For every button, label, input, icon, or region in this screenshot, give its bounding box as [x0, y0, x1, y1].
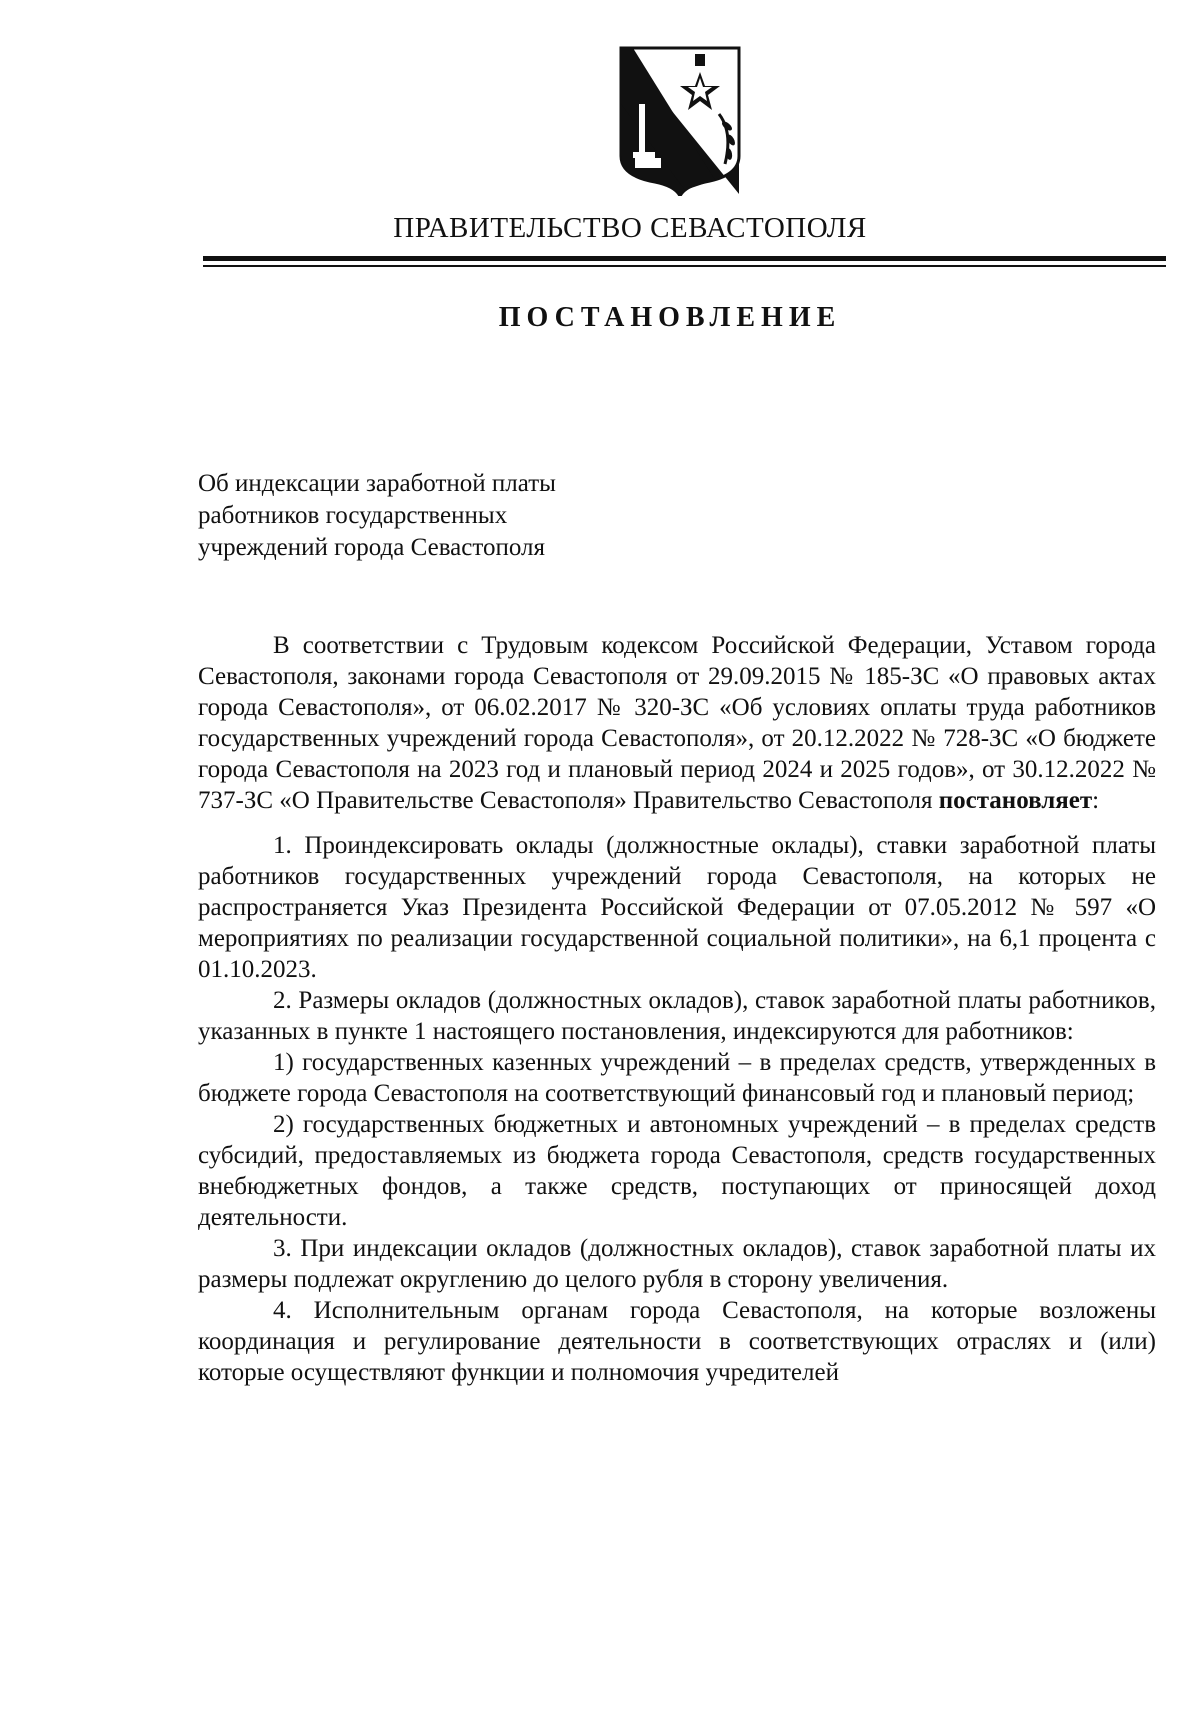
- document-body: [198, 630, 1156, 1388]
- item-4: 4. Исполнительным органам города Севастополя, на которые возложены координация и регулирование деятельности в соответствующих отраслях и (или) которые осуществляют функции и полномочия учредителей: [198, 1297, 1156, 1386]
- coat-of-arms-icon: [615, 44, 745, 196]
- subject-line: работников государственных: [198, 502, 508, 529]
- preamble-paragraph: [198, 630, 1156, 816]
- subject-line: учреждений города Севастополя: [198, 534, 545, 561]
- item-3: 3. При индексации окладов (должностных окладов), ставок заработной платы их размеры подлежат округлению до целого рубля в сторону увеличения.: [198, 1235, 1156, 1293]
- document-subject: [198, 468, 556, 564]
- item-2: 2. Размеры окладов (должностных окладов), ставок заработной платы работников, указанных в пункте 1 настоящего постановления, индексируются для работников:: [198, 987, 1156, 1045]
- item-2-subitem-2: 2) государственных бюджетных и автономных учреждений – в пределах средств субсидий, предоставляемых из бюджета города Севастополя, средств государственных внебюджетных фондов, а также средств, поступающих от приносящей доход деятельности.: [198, 1111, 1156, 1231]
- preamble-text: В соответствии с Трудовым кодексом Российской Федерации, Уставом города Севастополя, законами города Севастополя от 29.09.2015 № 185-ЗС «О правовых актах города Севастополя», от 06.02.2017 № 320-ЗС «Об условиях оплаты труда работников государственных учреждений города Севастополя», от 20.12.2022 № 728-ЗС «О бюджете города Севастополя на 2023 год и плановый период 2024 и 2025 годов», от 30.12.2022 № 737-ЗС «О Правительстве Севастополя» Правительство Севастополя: [198, 632, 1156, 814]
- subject-line: Об индексации заработной платы: [198, 470, 556, 497]
- header-divider-thick: [203, 256, 1166, 261]
- document-type-title: ПОСТАНОВЛЕНИЕ: [498, 302, 842, 333]
- item-1: 1. Проиндексировать оклады (должностные оклады), ставки заработной платы работников государственных учреждений города Севастополя, на которых не распространяется Указ Президента Российской Федерации от 07.05.2012 № 597 «О мероприятиях по реализации государственной социальной политики», на 6,1 процента с 01.10.2023.: [198, 832, 1156, 983]
- decree-word: постановляет: [938, 787, 1093, 814]
- item-2-subitem-1: 1) государственных казенных учреждений – в пределах средств, утвержденных в бюджете города Севастополя на соответствующий финансовый год и плановый период;: [198, 1049, 1156, 1107]
- organization-title: ПРАВИТЕЛЬСТВО СЕВАСТОПОЛЯ: [393, 212, 867, 244]
- preamble-colon: :: [1092, 787, 1100, 814]
- header-divider-thin: [203, 265, 1166, 267]
